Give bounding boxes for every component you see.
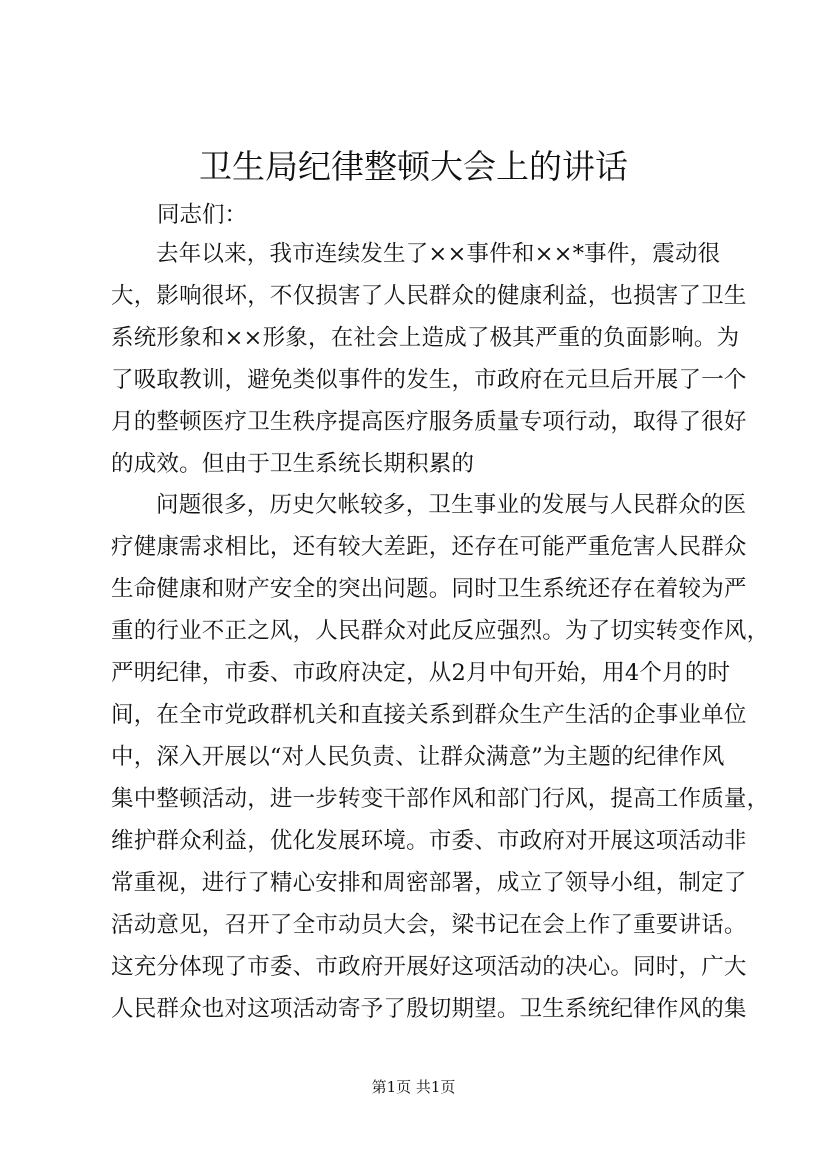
paragraph-line: 中，深入开展以“对人民负责、让群众满意”为主题的纪律作风 — [111, 744, 725, 770]
paragraph-line: 月的整顿医疗卫生秩序提高医疗服务质量专项行动，取得了很好 — [111, 409, 747, 435]
paragraph-line: 集中整顿活动，进一步转变干部作风和部门行风，提高工作质量， — [111, 786, 770, 812]
paragraph-line: 严明纪律，市委、市政府决定，从2月中旬开始，用4个月的时 — [111, 660, 731, 686]
paragraph-line: 问题很多，历史欠帐较多，卫生事业的发展与人民群众的医 — [156, 492, 747, 518]
paragraph-2 — [111, 484, 770, 1030]
paragraph-line: 活动意见，召开了全市动员大会，梁书记在会上作了重要讲话。 — [111, 912, 747, 938]
paragraph-line: 常重视，进行了精心安排和周密部署，成立了领导小组，制定了 — [111, 870, 747, 896]
paragraph-line: 去年以来，我市连续发生了××事件和××*事件，震动很 — [156, 241, 721, 267]
paragraph-line: 维护群众利益，优化发展环境。市委、市政府对开展这项活动非 — [111, 828, 747, 854]
document-title: 卫生局纪律整顿大会上的讲话 — [199, 147, 628, 186]
paragraph-line: 大，影响很坏，不仅损害了人民群众的健康利益，也损害了卫生 — [111, 283, 747, 309]
paragraph-1 — [111, 233, 747, 485]
salutation: 同志们： — [157, 202, 248, 228]
paragraph-line: 这充分体现了市委、市政府开展好这项活动的决心。同时，广大 — [111, 954, 747, 980]
paragraph-line: 人民群众也对这项活动寄予了殷切期望。卫生系统纪律作风的集 — [111, 996, 747, 1022]
paragraph-line: 了吸取教训，避免类似事件的发生，市政府在元旦后开展了一个 — [111, 367, 747, 393]
paragraph-line: 的成效。但由于卫生系统长期积累的 — [111, 451, 475, 477]
paragraph-line: 生命健康和财产安全的突出问题。同时卫生系统还存在着较为严 — [111, 576, 747, 602]
paragraph-line: 重的行业不正之风，人民群众对此反应强烈。为了切实转变作风， — [111, 618, 770, 644]
paragraph-line: 间，在全市党政群机关和直接关系到群众生产生活的企事业单位 — [111, 702, 747, 728]
page-number-footer: 第1页 共1页 — [371, 1078, 456, 1096]
paragraph-line: 疗健康需求相比，还有较大差距，还存在可能严重危害人民群众 — [111, 534, 747, 560]
paragraph-line: 系统形象和××形象，在社会上造成了极其严重的负面影响。为 — [111, 325, 740, 351]
